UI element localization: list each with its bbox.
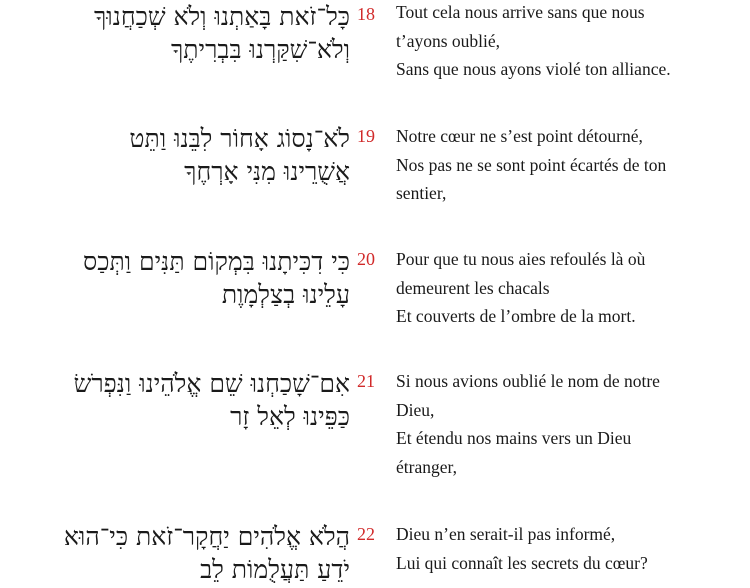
french-line: étranger, <box>396 456 457 477</box>
french-line: Tout cela nous arrive sans que nous <box>396 2 645 22</box>
hebrew-text <box>10 520 350 586</box>
hebrew-text <box>10 245 350 311</box>
hebrew-line: הֲלֹא אֱלֹהִים יַחֲקָר־זֹאת כִּי־הוּא <box>63 522 350 551</box>
french-line: Dieu, <box>396 399 435 420</box>
french-line: Si nous avions oublié le nom de notre <box>396 371 660 391</box>
french-line: Lui qui connaît les secrets du cœur? <box>396 552 648 573</box>
french-line: t’ayons oublié, <box>396 30 501 51</box>
hebrew-line: אִם־שָׁכַחְנוּ שֵׁם אֱלֹהֵינוּ וַנִּפְרֹשׂ <box>73 369 350 398</box>
verse-number: 22 <box>357 524 375 544</box>
french-line: sentier, <box>396 183 447 203</box>
verse-number: 19 <box>357 126 375 146</box>
french-line: Et couverts de l’ombre de la mort. <box>396 306 636 326</box>
french-text <box>396 520 746 577</box>
french-line: Sans que nous ayons violé ton alliance. <box>396 59 671 79</box>
french-text <box>396 245 746 331</box>
french-text <box>396 367 746 481</box>
hebrew-line: כָּל־זֹאת בָּאַתְנוּ וְלֹא שְׁכַחֲנוּךָ <box>94 2 350 31</box>
hebrew-text <box>10 0 350 66</box>
french-line: Pour que tu nous aies refoulés là où <box>396 249 646 269</box>
hebrew-line: וְלֹא־שִׁקַּרְנוּ בִּבְרִיתֶךָ <box>171 35 350 64</box>
verse-number: 21 <box>357 371 375 391</box>
verse-number: 20 <box>357 249 375 269</box>
french-line: Et étendu nos mains vers un Dieu <box>396 428 632 448</box>
french-line: Notre cœur ne s’est point détourné, <box>396 126 643 146</box>
hebrew-line: יֹדֵעַ תַּעֲלֻמוֹת לֵב <box>200 555 350 584</box>
hebrew-line: כַּפֵּינוּ לְאֵל זָר <box>230 402 350 431</box>
french-line: demeurent les chacals <box>396 277 550 298</box>
french-text <box>396 122 746 208</box>
hebrew-line: עָלֵינוּ בְצַלְמָוֶת <box>221 280 350 309</box>
hebrew-text <box>10 122 350 188</box>
verse-number: 18 <box>357 4 375 24</box>
french-line: Nos pas ne se sont point écartés de ton <box>396 154 667 175</box>
hebrew-line: לֹא־נָסוֹג אָחוֹר לִבֵּנוּ וַתֵּט <box>129 124 350 153</box>
hebrew-text <box>10 367 350 433</box>
french-line: Dieu n’en serait-il pas informé, <box>396 524 616 544</box>
hebrew-line: כִּי דִכִּיתָנוּ בִּמְקוֹם תַּנִּים וַתְּכַס <box>83 247 350 276</box>
french-text <box>396 0 746 84</box>
hebrew-line: אֲשֻׁרֵינוּ מִנִּי אָרְחֶךָ <box>184 157 350 186</box>
